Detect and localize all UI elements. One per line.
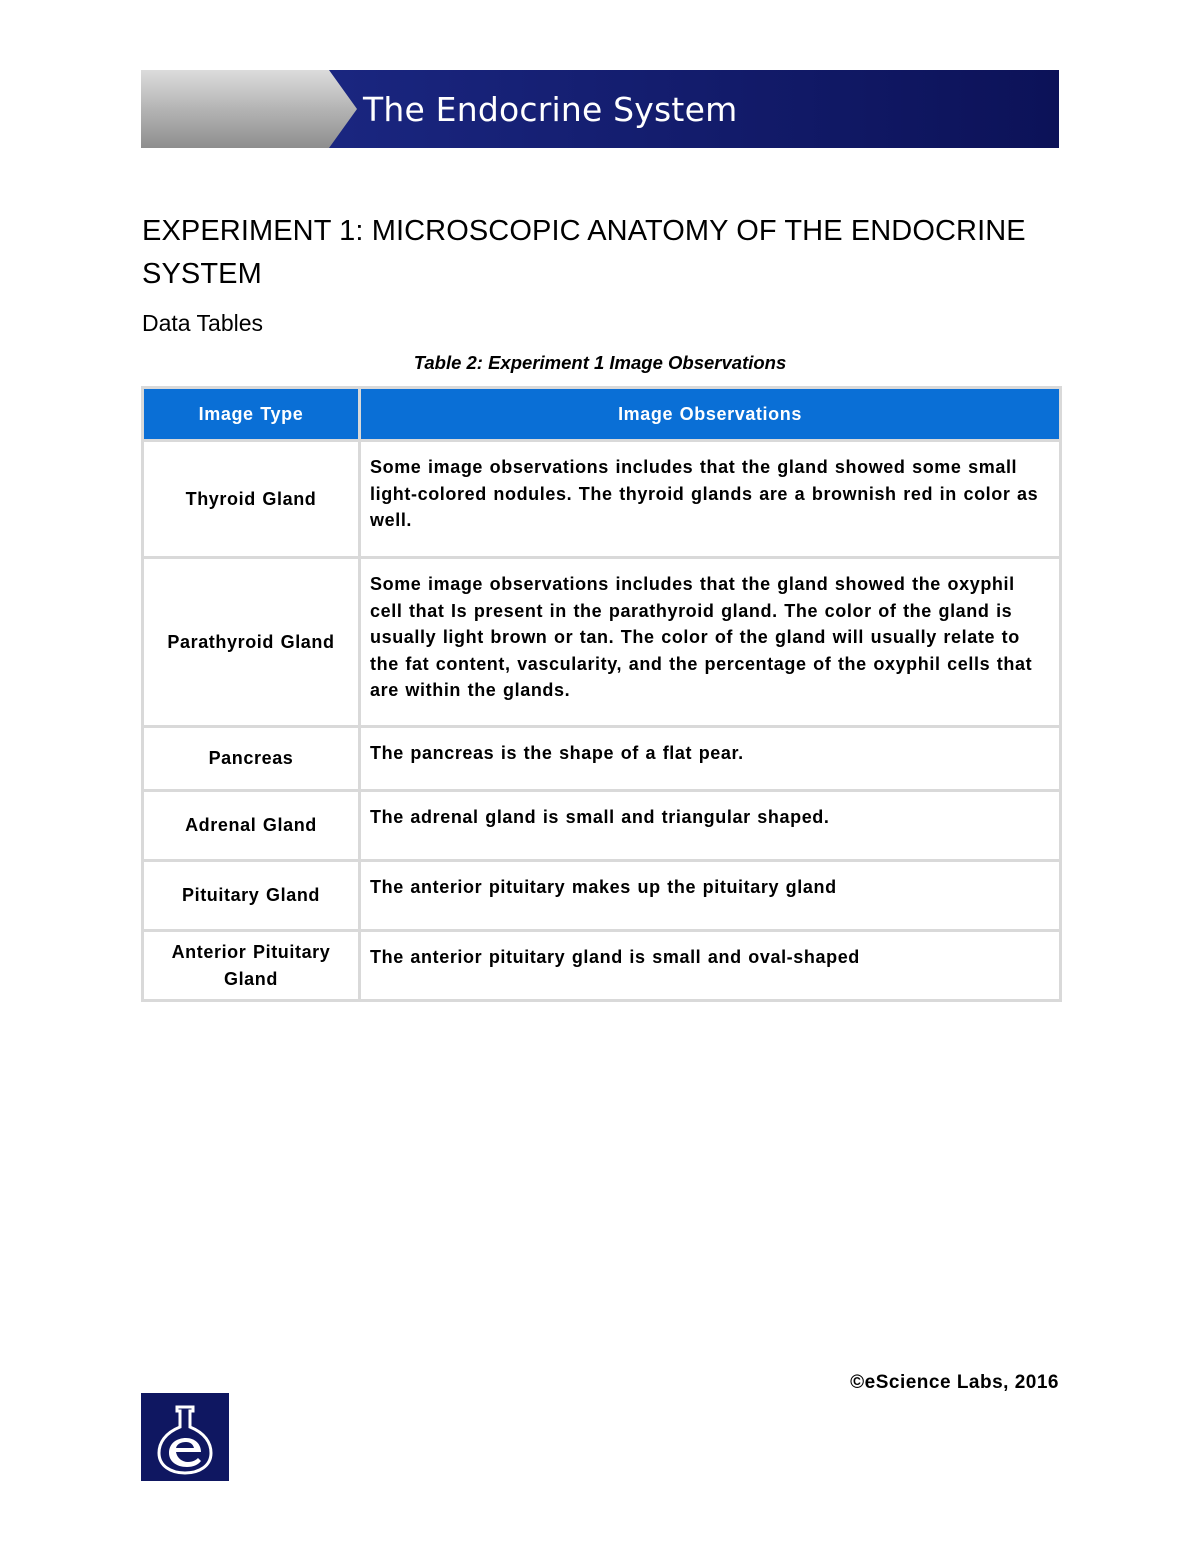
image-type-cell: Anterior Pituitary Gland <box>143 931 360 1001</box>
experiment-title: EXPERIMENT 1: MICROSCOPIC ANATOMY OF THE ENDOCRINE SYSTEM <box>142 215 1026 290</box>
observation-cell: The adrenal gland is small and triangular shaped. <box>360 791 1061 861</box>
image-type-cell: Thyroid Gland <box>143 441 360 558</box>
header-banner <box>141 70 1059 148</box>
flask-e-logo-icon <box>141 1393 229 1481</box>
banner-title: The Endocrine System <box>363 90 738 129</box>
column-header-image-observations: Image Observations <box>360 388 1061 441</box>
table-row <box>143 558 1061 727</box>
table-row <box>143 791 1061 861</box>
image-type-cell: Adrenal Gland <box>143 791 360 861</box>
table-row <box>143 727 1061 791</box>
image-type-cell: Parathyroid Gland <box>143 558 360 727</box>
table-row <box>143 861 1061 931</box>
image-type-cell: Pancreas <box>143 727 360 791</box>
column-header-image-type: Image Type <box>143 388 360 441</box>
observations-table <box>141 386 1062 1002</box>
table-row <box>143 931 1061 1001</box>
observation-cell: Some image observations includes that the gland showed the oxyphil cell that Is present in the parathyroid gland. The color of the gland is usually light brown or tan. The color of the gland will usually relate to the fat content, vascularity, and the percentage of the oxyphil cells that are within the glands. <box>360 558 1061 727</box>
copyright-text: ©eScience Labs, 2016 <box>850 1372 1059 1393</box>
observation-cell: Some image observations includes that the gland showed some small light-colored nodules. The thyroid glands are a brownish red in color as well. <box>360 441 1061 558</box>
logo-graphic <box>141 1393 229 1481</box>
observation-cell: The anterior pituitary makes up the pituitary gland <box>360 861 1061 931</box>
image-type-cell: Pituitary Gland <box>143 861 360 931</box>
table-header-row <box>143 388 1061 441</box>
table-row <box>143 441 1061 558</box>
section-title: Data Tables <box>142 310 264 336</box>
observation-cell: The anterior pituitary gland is small and oval-shaped <box>360 931 1061 1001</box>
observation-cell: The pancreas is the shape of a flat pear. <box>360 727 1061 791</box>
table-caption: Table 2: Experiment 1 Image Observations <box>413 352 787 373</box>
